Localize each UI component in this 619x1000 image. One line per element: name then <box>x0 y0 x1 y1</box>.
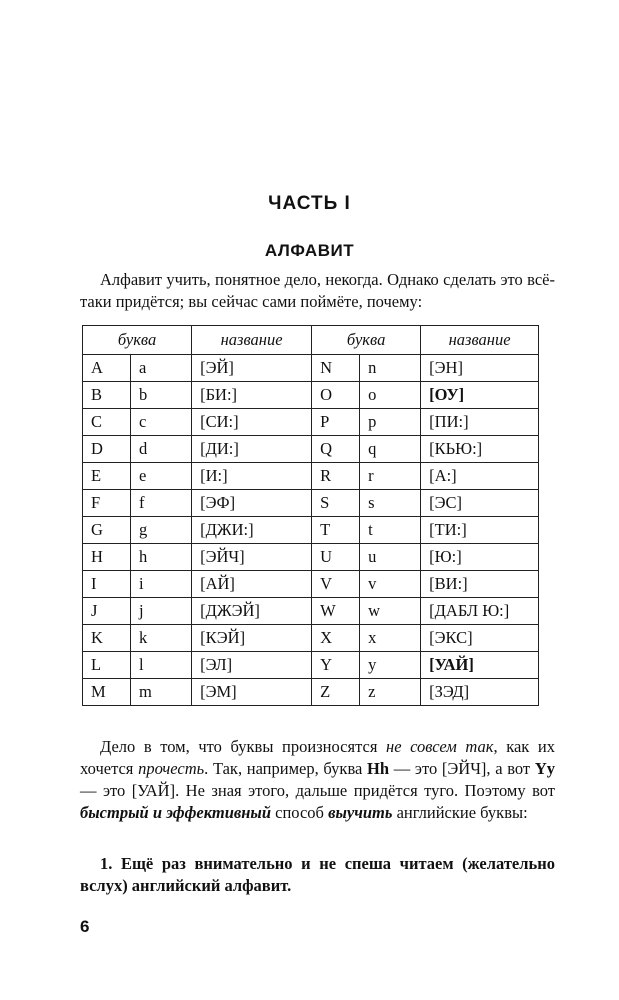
letter-name: [ЭН] <box>421 355 539 382</box>
table-header-row <box>83 326 539 355</box>
uppercase-letter: J <box>83 598 131 625</box>
lowercase-letter: f <box>131 490 192 517</box>
table-row <box>83 652 539 679</box>
lowercase-letter: u <box>360 544 421 571</box>
uppercase-letter: N <box>312 355 360 382</box>
letter-name: [ЗЭД] <box>421 679 539 706</box>
letter-name: [Ю:] <box>421 544 539 571</box>
lowercase-letter: v <box>360 571 421 598</box>
table-row <box>83 571 539 598</box>
emphasis-text: прочесть <box>138 759 205 778</box>
table-row <box>83 355 539 382</box>
table-row <box>83 463 539 490</box>
table-row <box>83 679 539 706</box>
lowercase-letter: w <box>360 598 421 625</box>
table-row <box>83 490 539 517</box>
lowercase-letter: z <box>360 679 421 706</box>
header-letter-right: буква <box>312 326 421 355</box>
lowercase-letter: k <box>131 625 192 652</box>
uppercase-letter: G <box>83 517 131 544</box>
letter-name: [ДИ:] <box>192 436 312 463</box>
letter-name: [БИ:] <box>192 382 312 409</box>
letter-name: [ЭЙЧ] <box>192 544 312 571</box>
lowercase-letter: m <box>131 679 192 706</box>
letter-name: [И:] <box>192 463 312 490</box>
lowercase-letter: x <box>360 625 421 652</box>
uppercase-letter: X <box>312 625 360 652</box>
lowercase-letter: p <box>360 409 421 436</box>
text-span: — это [УАЙ]. Не зная этого, дальше придётся туго. Поэтому вот <box>80 781 555 800</box>
text-span: английские буквы: <box>392 803 528 822</box>
lowercase-letter: h <box>131 544 192 571</box>
header-name-left: название <box>192 326 312 355</box>
bold-letter-example: Hh <box>367 759 390 778</box>
uppercase-letter: M <box>83 679 131 706</box>
table-row <box>83 382 539 409</box>
lowercase-letter: e <box>131 463 192 490</box>
uppercase-letter: O <box>312 382 360 409</box>
uppercase-letter: L <box>83 652 131 679</box>
alphabet-table <box>82 325 539 706</box>
lowercase-letter: q <box>360 436 421 463</box>
bold-letter-example: Yy <box>534 759 555 778</box>
uppercase-letter: Y <box>312 652 360 679</box>
lowercase-letter: l <box>131 652 192 679</box>
lowercase-letter: r <box>360 463 421 490</box>
page-number: 6 <box>80 917 90 936</box>
text-span: . Так, например, буква <box>204 759 368 778</box>
part-title: ЧАСТЬ I <box>268 193 351 214</box>
lowercase-letter: t <box>360 517 421 544</box>
uppercase-letter: I <box>83 571 131 598</box>
letter-name: [ВИ:] <box>421 571 539 598</box>
uppercase-letter: T <box>312 517 360 544</box>
uppercase-letter: P <box>312 409 360 436</box>
letter-name: [ЭЛ] <box>192 652 312 679</box>
uppercase-letter: W <box>312 598 360 625</box>
letter-name: [ЭС] <box>421 490 539 517</box>
letter-name: [ЭМ] <box>192 679 312 706</box>
uppercase-letter: K <box>83 625 131 652</box>
alphabet-table-body <box>83 355 539 706</box>
lowercase-letter: o <box>360 382 421 409</box>
table-row <box>83 517 539 544</box>
table-row <box>83 625 539 652</box>
header-letter-left: буква <box>83 326 192 355</box>
bold-italic-text: быстрый и эффективный <box>80 803 272 822</box>
text-span: способ <box>271 803 329 822</box>
uppercase-letter: Q <box>312 436 360 463</box>
table-row <box>83 409 539 436</box>
explanation-paragraph <box>80 736 555 824</box>
uppercase-letter: H <box>83 544 131 571</box>
lowercase-letter: b <box>131 382 192 409</box>
lowercase-letter: j <box>131 598 192 625</box>
uppercase-letter: B <box>83 382 131 409</box>
letter-name: [ДЖЭЙ] <box>192 598 312 625</box>
uppercase-letter: A <box>83 355 131 382</box>
lowercase-letter: a <box>131 355 192 382</box>
emphasis-text: не совсем так <box>386 737 494 756</box>
lowercase-letter: s <box>360 490 421 517</box>
uppercase-letter: Z <box>312 679 360 706</box>
letter-name: [ПИ:] <box>421 409 539 436</box>
uppercase-letter: V <box>312 571 360 598</box>
uppercase-letter: E <box>83 463 131 490</box>
uppercase-letter: S <box>312 490 360 517</box>
letter-name: [АЙ] <box>192 571 312 598</box>
table-row <box>83 598 539 625</box>
lowercase-letter: c <box>131 409 192 436</box>
lowercase-letter: d <box>131 436 192 463</box>
uppercase-letter: D <box>83 436 131 463</box>
lowercase-letter: y <box>360 652 421 679</box>
header-name-right: название <box>421 326 539 355</box>
letter-name: [КЭЙ] <box>192 625 312 652</box>
text-span: — это [ЭЙЧ], а вот <box>389 759 535 778</box>
uppercase-letter: F <box>83 490 131 517</box>
letter-name: [УАЙ] <box>421 652 539 679</box>
intro-paragraph: Алфавит учить, понятное дело, некогда. Однако сделать это всё-таки придётся; вы сейчас сами поймёте, почему: <box>80 270 555 311</box>
letter-name: [ДЖИ:] <box>192 517 312 544</box>
text-span: Дело в том, что буквы произносятся <box>100 737 387 756</box>
table-row <box>83 544 539 571</box>
lowercase-letter: g <box>131 517 192 544</box>
letter-name: [ОУ] <box>421 382 539 409</box>
step-1: 1. Ещё раз внимательно и не спеша читаем (желательно вслух) английский алфавит. <box>80 854 555 895</box>
table-row <box>83 436 539 463</box>
lowercase-letter: i <box>131 571 192 598</box>
lowercase-letter: n <box>360 355 421 382</box>
letter-name: [ЭФ] <box>192 490 312 517</box>
uppercase-letter: R <box>312 463 360 490</box>
letter-name: [А:] <box>421 463 539 490</box>
letter-name: [ЭЙ] <box>192 355 312 382</box>
uppercase-letter: C <box>83 409 131 436</box>
letter-name: [ДАБЛ Ю:] <box>421 598 539 625</box>
bold-italic-text: выучить <box>328 803 393 822</box>
text-span: , как их хочется <box>80 737 555 778</box>
uppercase-letter: U <box>312 544 360 571</box>
letter-name: [ТИ:] <box>421 517 539 544</box>
letter-name: [СИ:] <box>192 409 312 436</box>
letter-name: [ЭКС] <box>421 625 539 652</box>
letter-name: [КЬЮ:] <box>421 436 539 463</box>
section-title: АЛФАВИТ <box>264 241 355 260</box>
